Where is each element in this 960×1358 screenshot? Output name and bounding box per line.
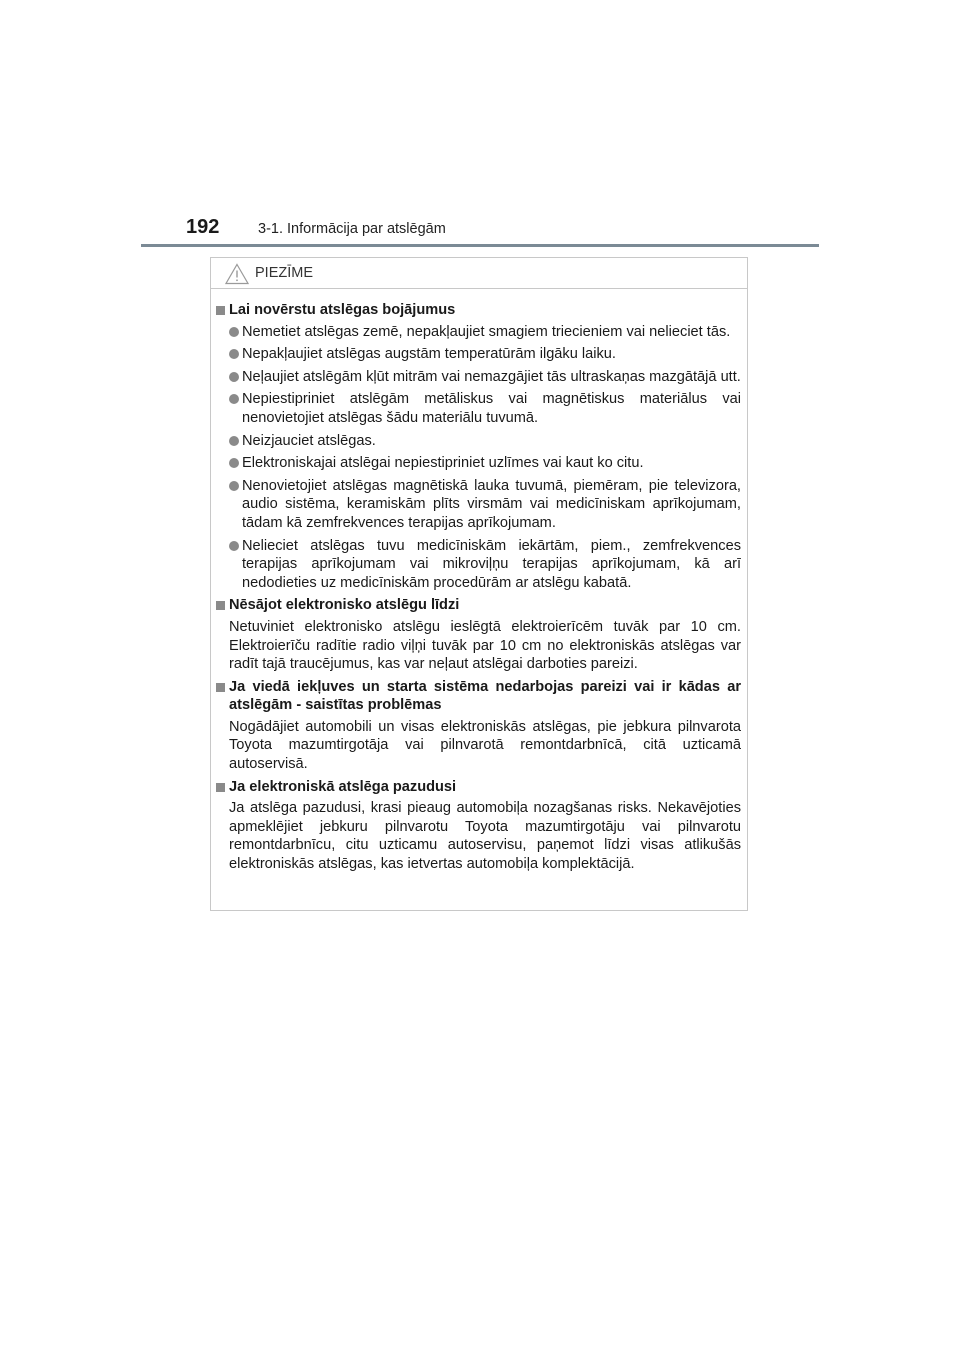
section-heading: Ja elektroniskā atslēga pazudusi <box>216 778 741 797</box>
section-heading: Ja viedā iekļuves un starta sistēma nedarbojas pareizi vai ir kādas ar atslēgām - saistītas problēmas <box>216 678 741 715</box>
circle-bullet-icon <box>229 349 239 359</box>
circle-bullet-icon <box>229 541 239 551</box>
circle-bullet-icon <box>229 481 239 491</box>
circle-bullet-icon <box>229 458 239 468</box>
square-bullet-icon <box>216 306 225 315</box>
bullet-item: Nenovietojiet atslēgas magnētiskā lauka tuvumā, piemēram, pie televizora, audio sistēma, keramiskām plīts virsmām vai medicīniskam aprīkojumam, tādam kā zemfrekvences terapijas aprīkojumam. <box>216 477 741 533</box>
circle-bullet-icon <box>229 327 239 337</box>
bullet-item: Nemetiet atslēgas zemē, nepakļaujiet smagiem triecieniem vai nelieciet tās. <box>216 323 741 342</box>
bullet-item: Neizjauciet atslēgas. <box>216 432 741 451</box>
warning-triangle-icon <box>225 263 249 285</box>
bullet-item: Nelieciet atslēgas tuvu medicīniskām iekārtām, piem., zemfrekvences terapijas aprīkojumam vai mikroviļņu terapijas aprīkojumam, kā arī nedodieties uz medicīniskām procedūrām ar atslēgu kabatā. <box>216 537 741 593</box>
bullet-item: Nepakļaujiet atslēgas augstām temperatūrām ilgāku laiku. <box>216 345 741 364</box>
bullet-item: Neļaujiet atslēgām kļūt mitrām vai nemazgājiet tās ultraskaņas mazgātājā utt. <box>216 368 741 387</box>
notice-body <box>211 289 747 874</box>
notice-label: PIEZĪME <box>255 265 314 281</box>
square-bullet-icon <box>216 683 225 692</box>
notice-header <box>211 258 747 289</box>
header-divider <box>141 244 819 247</box>
notice-box <box>210 257 748 911</box>
bullet-item: Nepiestipriniet atslēgām metāliskus vai magnētiskus materiālus vai nenovietojiet atslēgas šādu materiālu tuvumā. <box>216 390 741 427</box>
section-heading: Nēsājot elektronisko atslēgu līdzi <box>216 596 741 615</box>
page-header <box>0 0 960 250</box>
section-paragraph: Ja atslēga pazudusi, krasi pieaug automobiļa nozagšanas risks. Nekavējoties apmeklējiet jebkuru pilnvarotu Toyota mazumtirgotāju vai pilnvarotu remontdarbnīcu, citu uzticamu autoservisu, paņemot līdzi visas atlikušās elektroniskās atslēgas, kas ietvertas automobiļa komplektācijā. <box>229 800 741 873</box>
page-number: 192 <box>186 216 220 238</box>
section-title: 3-1. Informācija par atslēgām <box>258 221 446 237</box>
section-paragraph: Nogādājiet automobili un visas elektroniskās atslēgas, pie jebkura pilnvarota Toyota mazumtirgotāja vai pilnvarotā remontdarbnīcā, citā uzticamā autoservisā. <box>229 718 741 773</box>
square-bullet-icon <box>216 601 225 610</box>
circle-bullet-icon <box>229 372 239 382</box>
circle-bullet-icon <box>229 436 239 446</box>
square-bullet-icon <box>216 783 225 792</box>
section-heading: Lai novērstu atslēgas bojājumus <box>216 301 741 320</box>
bullet-item: Elektroniskajai atslēgai nepiestipriniet uzlīmes vai kaut ko citu. <box>216 454 741 473</box>
circle-bullet-icon <box>229 394 239 404</box>
section-paragraph: Netuviniet elektronisko atslēgu ieslēgtā elektroierīcēm tuvāk par 10 cm. Elektroierīču radītie radio viļņi tuvāk par 10 cm no elektroniskās atslēgas var radīt tajā traucējumus, kas var neļaut atslēgai darboties pareizi. <box>229 618 741 673</box>
